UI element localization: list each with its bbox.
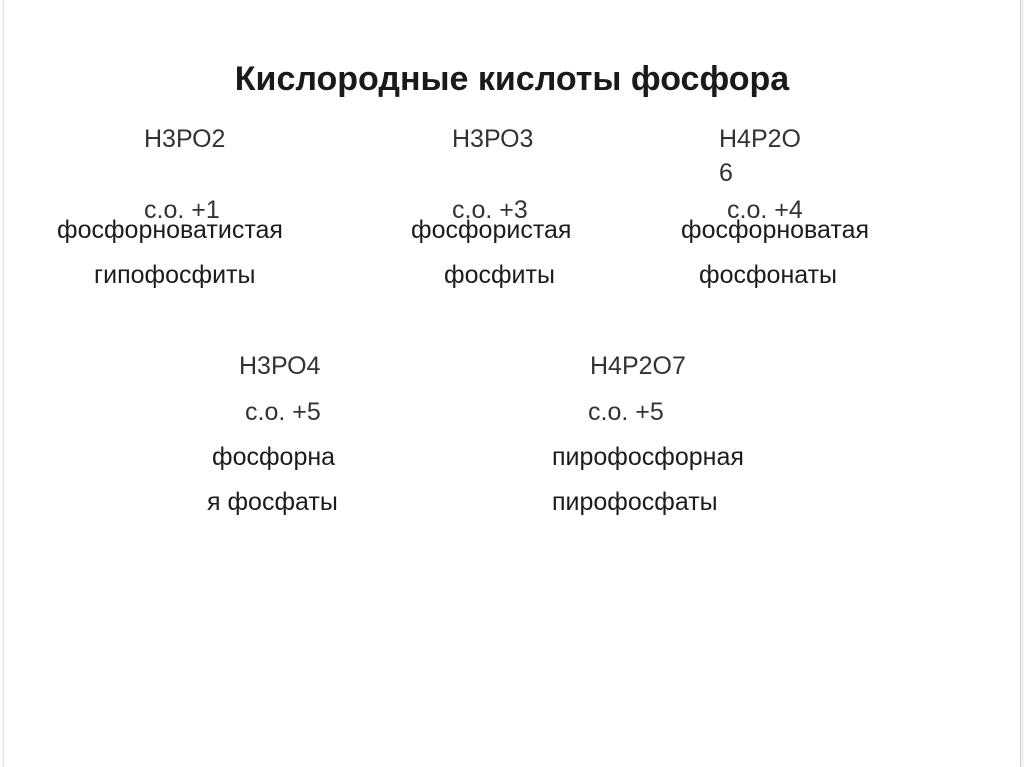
slide [3,0,1021,767]
acid-formula: Н4Р2О7 [590,352,686,380]
acid-formula: Н4Р2О [719,125,801,153]
slide-title: Кислородные кислоты фосфора [234,60,790,98]
salt-name: гипофосфиты [94,261,256,289]
oxidation-state: с.о. +5 [245,398,321,426]
acid-name: фосфорна [212,443,336,471]
acid-formula-wrap: 6 [719,159,733,187]
oxidation-state: с.о. +4 [727,196,803,224]
acid-name-wrap: я фосфаты [207,488,338,516]
oxidation-state: с.о. +5 [588,398,664,426]
acid-name: фосфорноватистая [57,216,283,244]
acid-formula: Н3РО3 [452,125,534,153]
acid-name: фосфористая [411,216,572,244]
acid-formula: Н3РО2 [144,125,226,153]
acid-name: фосфорноватая [681,216,870,244]
salt-name: фосфонаты [699,261,838,289]
acid-formula: Н3РО4 [239,352,321,380]
salt-name: пирофосфаты [552,488,718,516]
acid-name: пирофосфорная [552,443,744,471]
salt-name: фосфиты [444,261,555,289]
oxidation-state: с.о. +3 [452,196,528,224]
oxidation-state: с.о. +1 [144,196,220,224]
